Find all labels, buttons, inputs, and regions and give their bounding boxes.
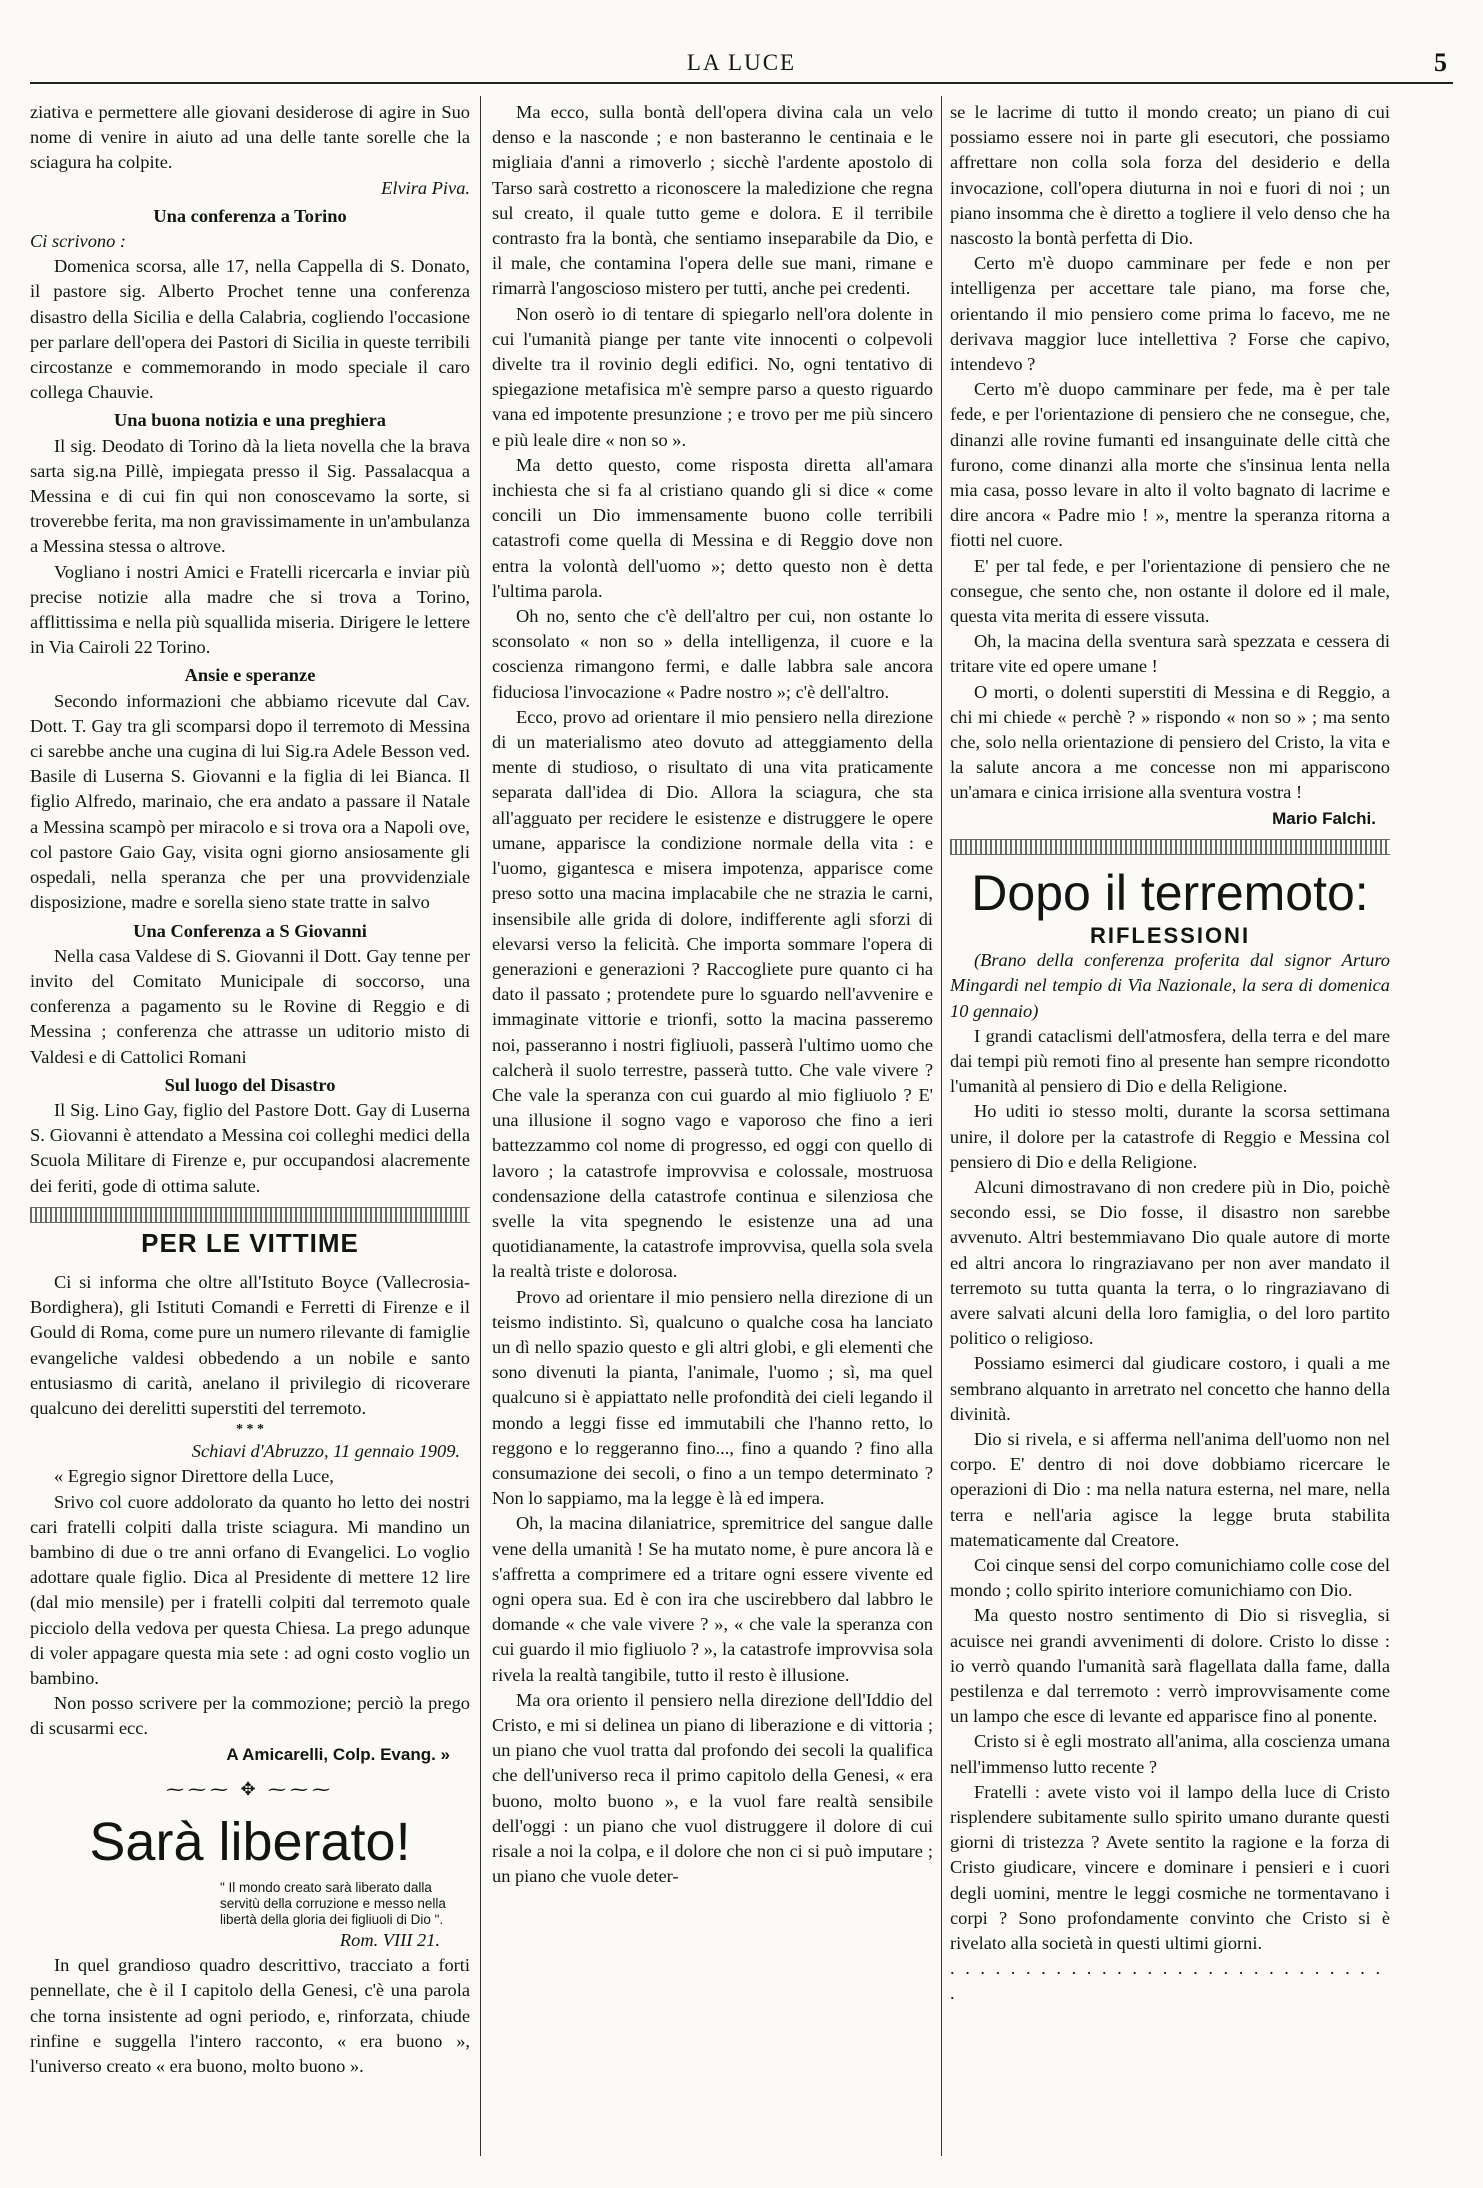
paragraph: Ma ora oriento il pensiero nella direzione dell'Iddio del Cristo, e mi si delinea un piano di liberazione e di vittoria ; un piano che vuol tratta dal profondo dei secoli la qualifica che dell'universo reca il primo capitolo della Genesi, « era buono, molto buono », e la vuol fare realtà sensibile dell'oggi : un piano che vuol distruggere il dolore di cui risale a noi la colpa, e il dolore che non ci si può imputare ; un piano che vuole deter- xyxy=(492,1689,933,1887)
paragraph: E' per tal fede, e per l'orientazione di pensiero che ne consegue, che sento che, non ostante il dolore ed il male, questa vita merita di essere vissuta. xyxy=(950,555,1390,627)
paragraph: O morti, o dolenti superstiti di Messina e di Reggio, a chi mi chiede « perchè ? » rispondo « non so » ; ma sento che, solo nella orientazione di pensiero del Cristo, la vita e la salute ancora a me concesse non mi appariscono un'amara e cinica irrisione alla sventura vostra ! xyxy=(950,681,1390,803)
column-2 xyxy=(492,100,933,2160)
article-title: Dopo il terremoto: xyxy=(971,864,1369,921)
epigraph: " Il mondo creato sarà liberato dalla servitù della corruzione e messo nella libertà della gloria dei figliuoli di Dio ". xyxy=(220,1880,446,1927)
letter-salutation: « Egregio signor Direttore della Luce, xyxy=(54,1466,334,1487)
paragraph: se le lacrime di tutto il mondo creato; un piano di cui possiamo essere noi in parte gli esecutori, che possiamo affrettare non colla sola forza del desiderio e della invocazione, coll'opera diuturna in noi e fuori di noi ; un piano insomma che è diretto a togliere il velo denso che ha nascosto la bontà perfetta di Dio. xyxy=(950,102,1390,249)
signature: A Amicarelli, Colp. Evang. » xyxy=(226,1744,450,1764)
paragraph: Srivo col cuore addolorato da quanto ho letto dei nostri cari fratelli colpiti dalla triste sciagura. Mi mandino un bambino di due o tre anni orfano di Evangelici. Lo voglio adottare quale figlio. Dica al Presidente di mettere 12 lire (dal mio mensile) per i fratelli colpiti dal terremoto quale picciolo della vedova per questa Chiesa. La prego adunque di voler appagare questa mia sete : ad ogni costo voglio un bambino. xyxy=(30,1491,470,1688)
paragraph: Oh no, sento che c'è dell'altro per cui, non ostante lo sconsolato « non so » della intelligenza, il cuore e la coscienza rimangono fermi, e dalle labbra sale ancora fiduciosa l'invocazione « Padre nostro »; c'è dell'altro. xyxy=(492,606,933,702)
article-title: Sarà liberato! xyxy=(89,1812,411,1872)
page-number: 5 xyxy=(1434,48,1447,77)
paragraph: Ho uditi io stesso molti, durante la scorsa settimana unire, il dolore per la catastrofe di Reggio e Messina col pensiero di Dio e della Religione. xyxy=(950,1101,1390,1172)
column-rule xyxy=(480,96,481,2156)
paragraph: Certo m'è duopo camminare per fede, ma è per tale fede, e per l'orientazione di pensiero che ne consegue, che, dinanzi alle rovine fumanti ed insanguinate delle città che furono, come dinanzi alla morte che s'insinua lenta nella mia casa, posso levare in alto il volto bagnato di lacrime e dire ancora « Padre mio ! », mentre la speranza ritorna a fiotti nel cuore. xyxy=(950,379,1390,551)
paragraph: Certo m'è duopo camminare per fede e non per intelligenza per accettare tale piano, ma forse che, orientando il mio pensiero come prima lo facevo, me ne derivava maggior luce intellettiva ? Forse che capivo, intendevo ? xyxy=(950,253,1390,375)
section-heading: Una Conferenza a S Giovanni xyxy=(133,920,367,941)
paragraph: Possiamo esimerci dal giudicare costoro, i quali a me sembrano alquanto in arretrato nel concetto che hanno della divinità. xyxy=(950,1353,1390,1424)
paragraph: Dio si rivela, e si afferma nell'anima dell'uomo non nel corpo. E' dentro di noi dove dobbiamo ricercare le operazioni di Dio : ma nella natura esterna, nel mare, nella terra e nell'aria agisce la legge bruta stabilita matematicamente dal Creatore. xyxy=(950,1428,1390,1550)
signature: Mario Falchi. xyxy=(1272,808,1376,828)
paragraph: ziativa e permettere alle giovani desiderose di agire in Suo nome di venire in aiuto ad una delle tante sorelle che la sciagura ha colpite. xyxy=(30,102,470,173)
paragraph: Oh, la macina della sventura sarà spezzata e cessera di tritare vite ed opere umane ! xyxy=(950,631,1390,677)
paragraph: In quel grandioso quadro descrittivo, tracciato a forti pennellate, che è il I capitolo della Genesi, c'è una parola che torna insistente ad ogni periodo, e, rinforzata, chiude rinfine e suggella l'intero racconto, « era buono », l'universo creato « era buono, molto buono ». xyxy=(30,1955,470,2077)
paper-name: LA LUCE xyxy=(686,50,797,75)
column-1 xyxy=(30,100,470,2160)
masthead xyxy=(30,48,1453,84)
column-3 xyxy=(950,100,1390,2160)
paragraph: Provo ad orientare il mio pensiero nella direzione di un teismo indistinto. Sì, qualcuno o qualche cosa ha lanciato un dì nello spazio questo e gli altri globi, e gli elementi che sono divenuti la pianta, l'animale, l'uomo ; sì, ma quel qualcuno si è appiattato nelle profondità dei cieli legando il mondo a leggi fisse ed immutabili che l'hanno retto, lo reggono e lo reggeranno fino..., fino a quando ? fino alla consumazione dei secoli, o fino a un tempo determinato ? Non lo sappiamo, ma la legge è là ed impera. xyxy=(492,1286,933,1509)
paragraph: Ma detto questo, come risposta diretta all'amara inchiesta che si fa al cristiano quando gli si dice « come concili un Dio immensamente buono colle terribili catastrofi come quella di Messina e di Reggio dove non entra la volontà dell'uomo »; detto questo non è detta l'ultima parola. xyxy=(492,454,933,601)
ornament-divider: ⁓⁓⁓ ✥ ⁓⁓⁓ xyxy=(165,1778,335,1799)
paragraph: Ecco, provo ad orientare il mio pensiero nella direzione di un materialismo ateo dovuto ad atteggiamento della mente di studioso, o risultato di una vita praticamente separata dall'idea di Dio. Allora la sciagura, che sta all'agguato per recidere le esistenze e distruggere le opere umane, apparisce la condizione normale della vita : e l'uomo, gigantesca e misera impotenza, apparisce come preso sotto una macina implacabile che ne strazia le carni, insensibile alle grida di dolore, indifferente agli sforzi di elevarsi verso la felicità. Che importa sommare l'opera di generazioni e generazioni ? Raccogliete pure quanto ci ha dato il passato ; protendete pure lo sguardo nell'avvenire e immaginate vittorie e trionfi, sotto la macina passeremo noi, passeranno i nostri figliuoli, passerà l'ultimo uomo che calcherà il suolo terrestre, passerà tutto. Che vale vivere ? Che vale la speranza con cui guardo al mio figliuolo ? E' una illusione il sogno vago e vaporoso che fino a ieri battezzammo col nome di progresso, ed oggi con quello di lavoro ; la catastrofe improvvisa e colossale, mostruosa condensazione della catastrofe continua e silenziosa che svelle la vita spegnendo le esistenze una ad una quotidianamente, la catastrofe improvvisa, quella sola svela la realtà triste e dolorosa. xyxy=(492,706,933,1282)
lead-in: Ci scrivono : xyxy=(30,231,127,252)
paragraph: Domenica scorsa, alle 17, nella Cappella di S. Donato, il pastore sig. Alberto Prochet tenne una conferenza disastro della Sicilia e della Calabria, cogliendo l'occasione per parlare dell'opera dei Pastori di Sicilia in queste terribili circostanze e commemorando in modo speciale il caro collega Chauvie. xyxy=(30,256,470,403)
divider xyxy=(950,839,1390,855)
paragraph: Ma questo nostro sentimento di Dio si risveglia, si acuisce nei grandi avvenimenti di dolore. Cristo lo disse : io verrò quando l'umanità sarà flagellata dalla fame, dalla pestilenza e dal terremoto : verrò improvvisamente come un lampo che esce di levante ed apparisce fino al ponente. xyxy=(950,1605,1390,1727)
asterism: * * * xyxy=(236,1422,264,1438)
column-rule xyxy=(941,96,942,2156)
paragraph: Il Sig. Lino Gay, figlio del Pastore Dott. Gay di Luserna S. Giovanni è attendato a Messina coi colleghi medici della Scuola Militare di Firenze e, pur occupandosi alacremente dei feriti, gode di ottima salute. xyxy=(30,1099,470,1196)
paragraph: Cristo si è egli mostrato all'anima, alla coscienza umana nell'immenso lutto recente ? xyxy=(950,1731,1390,1777)
article-subtitle: RIFLESSIONI xyxy=(1089,922,1251,948)
paragraph: I grandi cataclismi dell'atmosfera, della terra e del mare dai tempi più remoti fino al presente han sempre ricondotto l'umanità al pensiero di Dio e della Religione. xyxy=(950,1025,1390,1097)
paragraph: Non posso scrivere per la commozione; perciò la prego di scusarmi ecc. xyxy=(30,1693,470,1739)
paragraph: Il sig. Deodato di Torino dà la lieta novella che la brava sarta sig.na Pillè, impiegata presso il Sig. Passalacqua a Messina e di cui fin qui non conoscevamo la sorte, si troverebbe ferita, ma non gravissimamente in un'ambulanza a Messina stessa o altrove. xyxy=(30,435,470,557)
article-heading: PER LE VITTIME xyxy=(141,1227,359,1258)
paragraph: Ci si informa che oltre all'Istituto Boyce (Vallecrosia-Bordighera), gli Istituti Comandi e Ferretti di Firenze e il Gould di Roma, come pure un numero rilevante di famiglie evangeliche valdesi obbedendo a un nobile e santo entusiasmo di carità, anelano il privilegio di ricoverare qualcuno dei derelitti superstiti del terremoto. xyxy=(30,1271,470,1418)
section-heading: Ansie e speranze xyxy=(184,665,316,686)
paragraph: Oh, la macina dilaniatrice, spremitrice del sangue dalle vene della umanità ! Se ha mutato nome, è pure ancora là e s'affretta a comprimere ed a tritare ogni essere vivente ed ogni opera sua. Ed è con ira che uscirebbero dal labbro le domande « che vale vivere ? », « che vale la speranza con cui guardo il mio figliuolo ? », la catastrofe improvvisa sola rivela la realtà tangibile, tutto il resto è illusione. xyxy=(492,1513,933,1685)
epigraph-reference: Rom. VIII 21. xyxy=(339,1930,440,1950)
section-heading: Una conferenza a Torino xyxy=(153,205,347,226)
paragraph: Secondo informazioni che abbiamo ricevute dal Cav. Dott. T. Gay tra gli scomparsi dopo il terremoto di Messina ci sarebbe anche una cugina di lui Sig.ra Adele Besson ved. Basile di Luserna S. Giovanni e la figlia di lei Bianca. Il figlio Alfredo, marinaio, che era andato a passare il Natale a Messina scampò per miracolo e si trova ora a Napoli ove, col pastore Gaio Gay, visita ogni giorno ansiosamente gli ospedali, nella speranza che per una provvidenziale disposizione, madre e sorella sieno state tratte in salvo xyxy=(30,690,470,913)
paragraph: Fratelli : avete visto voi il lampo della luce di Cristo risplendere subitamente sullo spirito umano durante questi giorni di tristezza ? Avete sentito la ragione e la forza di Cristo giudicare, vincere e dominare i pensieri e i cuori degli uomini, mentre le leggi cosmiche ne tormentavano i corpi ? Sono profondamente convinto che Cristo si è rivelato alla società in questi ultimi giorni. xyxy=(950,1781,1390,1954)
paragraph: Non oserò io di tentare di spiegarlo nell'ora dolente in cui l'umanità piange per tante vite innocenti o colpevoli divelte tra il rovinio degli edifici. No, ogni tentativo di spiegazione metafisica m'è sempre parso a questo riguardo vana ed impotente presunzione ; e trovo per me più sincero e più leale dire « non so ». xyxy=(492,303,933,450)
dateline: Schiavi d'Abruzzo, 11 gennaio 1909. xyxy=(191,1441,460,1462)
divider xyxy=(30,1207,470,1223)
paragraph: Nella casa Valdese di S. Giovanni il Dott. Gay tenne per invito del Comitato Municipale di soccorso, una conferenza a pagamento su le Rovine di Reggio e di Messina ; conferenza che attrasse un uditorio misto di Valdesi e di Cattolici Romani xyxy=(30,945,470,1067)
section-heading: Una buona notizia e una preghiera xyxy=(114,410,386,431)
paragraph: Alcuni dimostravano di non credere più in Dio, poichè secondo essi, se Dio fosse, il disastro non sarebbe avvenuto. Altri bestemmiavano Dio quale autore di morte ed altri ancora lo ringraziavano per non aver mandato il terremoto su tutta quanta la terra, o lo ringraziavano di avere salvati alcuni della loro famiglia, o del loro partito politico o religioso. xyxy=(950,1176,1390,1349)
paragraph: Coi cinque sensi del corpo comunichiamo colle cose del mondo ; collo spirito interiore comunichiamo con Dio. xyxy=(950,1554,1390,1601)
section-heading: Sul luogo del Disastro xyxy=(164,1074,336,1095)
paragraph: Ma ecco, sulla bontà dell'opera divina cala un velo denso e la nasconde ; e non basteranno le centinaia e le migliaia d'anni a rimoverlo ; sicchè l'ardente apostolo di Tarso sarà costretto a riconoscere la maledizione che regna sul creato, il quale tutto geme e dolora. E il terribile contrasto fra la bontà, che sentiamo inseparabile da Dio, e il male, che contamina l'opera delle sue mani, rimane e rimarrà l'angoscioso mistero per tutti, anche pei credenti. xyxy=(492,102,933,299)
paragraph: Vogliano i nostri Amici e Fratelli ricercarla e inviar più precise notizie alla madre che si trova a Torino, afflittissima e nella più squallida miseria. Dirigere le lettere in Via Cairoli 22 Torino. xyxy=(30,561,470,658)
ellipsis-row: . . . . . . . . . . . . . . . . . . . . . . . . . . . . . . xyxy=(950,1958,1384,2004)
article-intro: (Brano della conferenza proferita dal signor Arturo Mingardi nel tempio di Via Nazionale, la sera di domenica 10 gennaio) xyxy=(950,950,1390,1021)
signature: Elvira Piva. xyxy=(381,177,470,198)
